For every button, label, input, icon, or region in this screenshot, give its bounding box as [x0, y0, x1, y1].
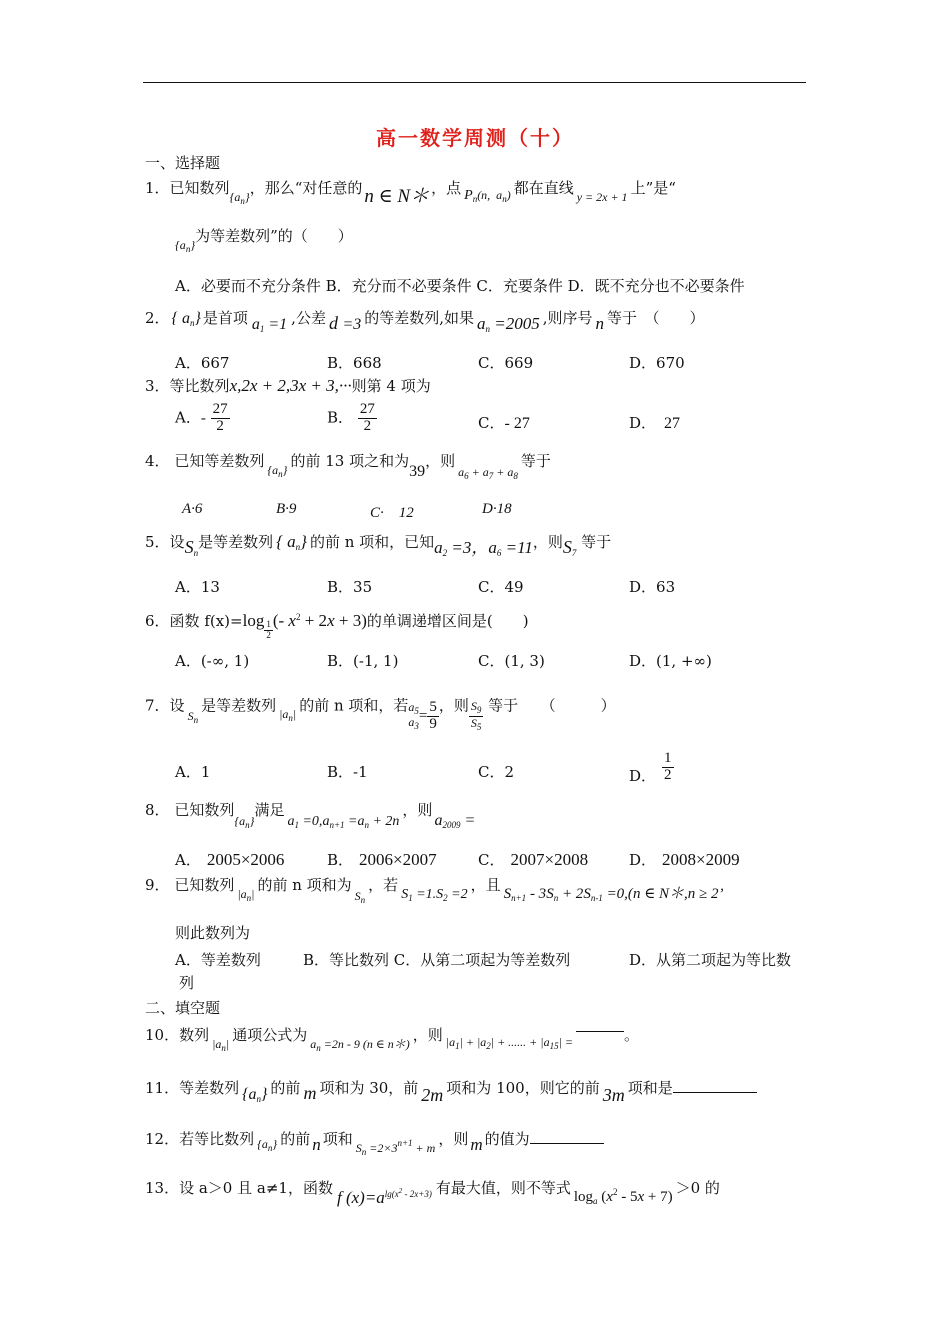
q11-number: 11．	[145, 1079, 180, 1097]
q11-text-1: 等差数列	[179, 1079, 240, 1097]
q11-text-3: 项和为 30，前	[319, 1079, 419, 1097]
q5-text-3: 的前 n 项和，已知	[309, 533, 435, 551]
q9-text-3: ，若	[368, 876, 399, 894]
q7-option-d: D． $\frac{1}{2}$	[629, 750, 672, 786]
q5-math-an: { $a_n$}	[276, 532, 307, 552]
q1-math-an: {an}	[229, 190, 250, 206]
q7-text-5: 等于 （ ）	[488, 696, 616, 715]
q4-option-b: B·9	[276, 501, 297, 517]
q1-text-3: ，点	[431, 179, 462, 197]
q1-number: 1．	[145, 179, 170, 197]
q5-text-4: ，则	[532, 533, 563, 551]
q8-math-recurrence: $a_1 =0,a_{n+1} =a_n + 2n$	[287, 814, 400, 830]
question-11	[145, 1076, 757, 1105]
q9-math-an: |an|	[237, 887, 255, 903]
question-10	[145, 1026, 640, 1053]
q5-text-1: 设	[169, 533, 185, 551]
q3-option-d: D． 27	[629, 414, 681, 432]
q12-math-n: n	[312, 1135, 321, 1154]
q6-number: 6．	[145, 612, 170, 630]
q4-number: 4．	[145, 452, 170, 470]
q3-option-b: B． $\frac{27}{2}$	[327, 401, 375, 434]
q3-option-c: C．- 27	[478, 414, 530, 432]
q9-math-recurrence: $S_{n+1} - 3S_n + 2S_{n-1} =0,(n$ ∈ N＊,n ≥ 2’	[503, 886, 724, 903]
section-fill-heading: 二、填空题	[145, 999, 221, 1017]
q8-text-3: ，则	[402, 801, 433, 819]
q1-text-6: 为等差数列”的（ ）	[195, 227, 353, 245]
q3-math-sequence: x,2x + 2,3x + 3,···	[229, 376, 352, 395]
q12-math-sum: Sn =2×3n+1 + m	[355, 1138, 436, 1157]
q7-math-Sn: Sn	[187, 709, 199, 726]
question-3	[145, 375, 431, 396]
q2-math-n: n	[595, 314, 605, 333]
q4-text-1: 已知等差数列	[174, 452, 265, 470]
q6-option-b: B．(-1, 1)	[327, 652, 399, 670]
q8-option-d: D． 2008×2009	[629, 850, 740, 869]
q1-math-an-2: {an}	[175, 238, 196, 254]
q11-math-m: m	[303, 1083, 317, 1103]
q2-number: 2．	[145, 309, 170, 327]
q6-math-log: log $\frac{1}{2}$ (- $x^2 + 2x + 3$)	[242, 611, 367, 640]
q1-text-2: ，那么“对任意的	[249, 179, 363, 197]
q12-text-5: 的值为	[484, 1130, 530, 1148]
q4-option-a: A·6	[182, 501, 203, 517]
q2-text-4: ,则序号	[542, 309, 593, 327]
q3-text-2: 则第 4 项为	[351, 377, 431, 395]
q13-text-2: 有最大值，则不等式	[435, 1179, 571, 1197]
q7-fraction-a5-a3: $a_5$ $a_3$	[408, 699, 419, 732]
q6-option-d: D．(1, +∞)	[629, 652, 712, 670]
section-choice-heading: 一、选择题	[145, 154, 221, 172]
q12-math-m: m	[470, 1135, 483, 1154]
q2-text-1: 是首项	[202, 309, 248, 327]
q2-option-d: D．670	[629, 354, 685, 372]
q9-text-1: 已知数列	[174, 876, 235, 894]
q8-math-a2009: $a_{2009}$ =	[434, 812, 476, 830]
q2-math-a1: $a_1 =1$	[251, 316, 288, 334]
q9-line-2: 则此数列为	[175, 924, 251, 942]
q5-option-c: C．49	[478, 578, 524, 596]
q4-value-39: 39	[409, 463, 426, 480]
q2-option-c: C．669	[478, 354, 534, 372]
q9-number: 9．	[145, 876, 170, 894]
q8-number: 8．	[145, 801, 170, 819]
q7-fraction-5-9: $\frac{5}{9}$	[429, 699, 437, 732]
q12-number: 12．	[145, 1130, 180, 1148]
q7-text-4: ，则	[438, 696, 469, 715]
q4-math-an: {an}	[267, 463, 288, 479]
q1-math-point: Pn(n, an)	[464, 188, 511, 204]
q5-text-2: 是等差数列	[198, 533, 274, 551]
question-2	[145, 306, 705, 334]
q13-math-function: f $(x)=a^{lg(x^2 - 2x+3)}$	[336, 1187, 432, 1207]
question-5	[145, 530, 612, 558]
q12-math-an: {an}	[257, 1137, 278, 1153]
question-1-line-2	[175, 227, 353, 254]
q5-math-Sn: $S_n$	[184, 537, 199, 558]
q2-math-d: d =3	[328, 313, 362, 333]
q8-option-b: B． 2006×2007	[327, 850, 437, 869]
q3-fraction-b: $\frac{27}{2}$	[359, 401, 375, 434]
q4-text-2: 的前 13 项之和为	[290, 452, 410, 470]
q5-option-b: B．35	[327, 578, 373, 596]
q13-text-3: ＞0 的	[675, 1179, 720, 1197]
q11-answer-blank[interactable]	[673, 1092, 757, 1093]
q5-math-S7: $S_7$	[562, 537, 577, 558]
question-4	[145, 452, 551, 481]
q7-option-b: B．-1	[327, 763, 368, 781]
q2-text-3: 的等差数列,如果	[364, 309, 475, 327]
q9-text-4: ，且	[470, 876, 501, 894]
q7-math-an: |an|	[279, 707, 297, 724]
q6-option-c: C．(1, 3)	[478, 652, 545, 670]
q9-math-Sn: Sn	[354, 889, 366, 905]
q1-text-5: 上”是“	[630, 179, 676, 197]
q5-option-a: A．13	[175, 578, 220, 596]
q8-option-a: A． 2005×2006	[175, 850, 285, 869]
q7-text-1: 设	[169, 696, 185, 715]
q3-fraction-a: $\frac{27}{2}$	[212, 401, 228, 434]
q2-text-5: 等于 （ ）	[607, 309, 705, 327]
question-13	[145, 1177, 720, 1207]
q2-math-an-value: $a_n =2005$	[477, 314, 540, 334]
q13-math-inequality: $\log_a (x^2 - 5x + 7)$	[573, 1187, 673, 1206]
q8-text-1: 已知数列	[174, 801, 235, 819]
q11-math-2m: 2m	[421, 1085, 444, 1105]
q5-option-d: D．63	[629, 578, 676, 596]
q1-math-n-in-N: n ∈ N＊	[364, 186, 430, 207]
q12-answer-blank[interactable]	[530, 1143, 604, 1144]
page-title: 高一数学周测（十）	[376, 126, 574, 150]
q10-text-2: 通项公式为	[232, 1026, 308, 1044]
q12-text-2: 的前	[280, 1130, 311, 1148]
q10-answer-blank[interactable]	[576, 1031, 624, 1032]
q4-option-d: D·18	[482, 501, 512, 517]
q11-math-an: $\{a_n\}$	[242, 1086, 268, 1104]
q6-text-1: 函数 f(x)=	[169, 612, 243, 630]
q5-math-given: $a_2 =3$，$a_6 =11$	[434, 538, 533, 558]
question-1	[145, 176, 676, 207]
q8-math-an: {an}	[234, 814, 255, 830]
question-6	[145, 610, 529, 640]
q3-option-a: A．- $\frac{27}{2}$	[175, 401, 228, 434]
q11-text-4: 项和为 100，则它的前	[446, 1079, 600, 1097]
q1-options: A．必要而不充分条件 B．充分而不必要条件 C．充要条件 D．既不充分也不必要条件	[175, 277, 745, 295]
q13-text-1: 设 a＞0 且 a≠1，函数	[179, 1179, 333, 1197]
q10-text-4: 。	[624, 1026, 640, 1044]
q10-math-formula: an =2n - 9 (n ∈ n＊)	[310, 1037, 410, 1053]
q5-text-5: 等于	[581, 533, 612, 551]
q3-text-1: 等比数列	[169, 377, 230, 395]
q11-math-3m: 3m	[602, 1085, 625, 1105]
q2-option-a: A．667	[175, 354, 230, 372]
q3-number: 3．	[145, 377, 170, 395]
q7-option-a: A．1	[175, 763, 211, 781]
q12-text-1: 若等比数列	[179, 1130, 255, 1148]
q4-text-4: 等于	[520, 452, 551, 470]
q6-option-a: A．(-∞, 1)	[175, 652, 250, 670]
q9-option-d-tail: 列	[179, 974, 195, 992]
question-7: 7．设$_{S_n}$是等差数列 $_{|a_n|}$ 的前 n 项和，若 $a_5$ $a_3$ = $\frac{5}{9}$ ，则 $\frac{S_9}{S_5}$ 等于 （ ）	[145, 696, 616, 732]
q7-text-2: 是等差数列	[201, 696, 277, 715]
q4-math-sum: a6 + a7 + a8	[458, 465, 518, 481]
q13-number: 13．	[145, 1179, 180, 1197]
q1-text-1: 已知数列	[169, 179, 230, 197]
q7-fraction-S9-S5: $\frac{S_9}{S_5}$	[470, 699, 482, 732]
q10-number: 10．	[145, 1026, 180, 1044]
q2-option-b: B．668	[327, 354, 382, 372]
header-rule	[143, 82, 806, 83]
q10-math-abs-sum: |a1| + |a2| + ...... + |a15| =	[445, 1035, 573, 1051]
q12-text-3: 项和	[322, 1130, 353, 1148]
q8-text-2: 满足	[254, 801, 285, 819]
q10-math-an: |an|	[212, 1037, 230, 1053]
q8-option-c: C． 2007×2008	[478, 850, 589, 869]
q4-option-c: C· 12	[370, 505, 414, 521]
q1-math-line: y = 2x + 1	[576, 190, 628, 204]
q9-option-b-c: B．等比数列 C．从第二项起为等差数列	[303, 951, 571, 969]
q9-math-initial: $S_1 =1.S_2 =2$	[401, 887, 468, 903]
q1-text-4: 都在直线	[513, 179, 574, 197]
q11-text-5: 项和是	[627, 1079, 673, 1097]
q2-text-2: ,公差	[291, 309, 326, 327]
q7-text-3: 的前 n 项和，若	[299, 696, 409, 715]
q7-option-c: C．2	[478, 763, 515, 781]
question-12	[145, 1128, 604, 1157]
q9-option-a: A．等差数列	[175, 951, 261, 969]
q2-math-an: { $a_n$}	[171, 310, 201, 328]
question-8	[145, 801, 476, 830]
q6-text-2: 的单调递增区间是( )	[366, 612, 529, 630]
q5-number: 5．	[145, 533, 170, 551]
q4-text-3: ，则	[425, 452, 456, 470]
question-9	[145, 876, 724, 905]
q7-number: 7．	[145, 696, 170, 715]
q9-text-2: 的前 n 项和为	[257, 876, 352, 894]
q9-option-d: D．从第二项起为等比数	[629, 951, 792, 969]
q10-text-3: ，则	[412, 1026, 443, 1044]
q10-text-1: 数列	[179, 1026, 210, 1044]
q11-text-2: 的前	[270, 1079, 301, 1097]
q12-text-4: ，则	[438, 1130, 469, 1148]
